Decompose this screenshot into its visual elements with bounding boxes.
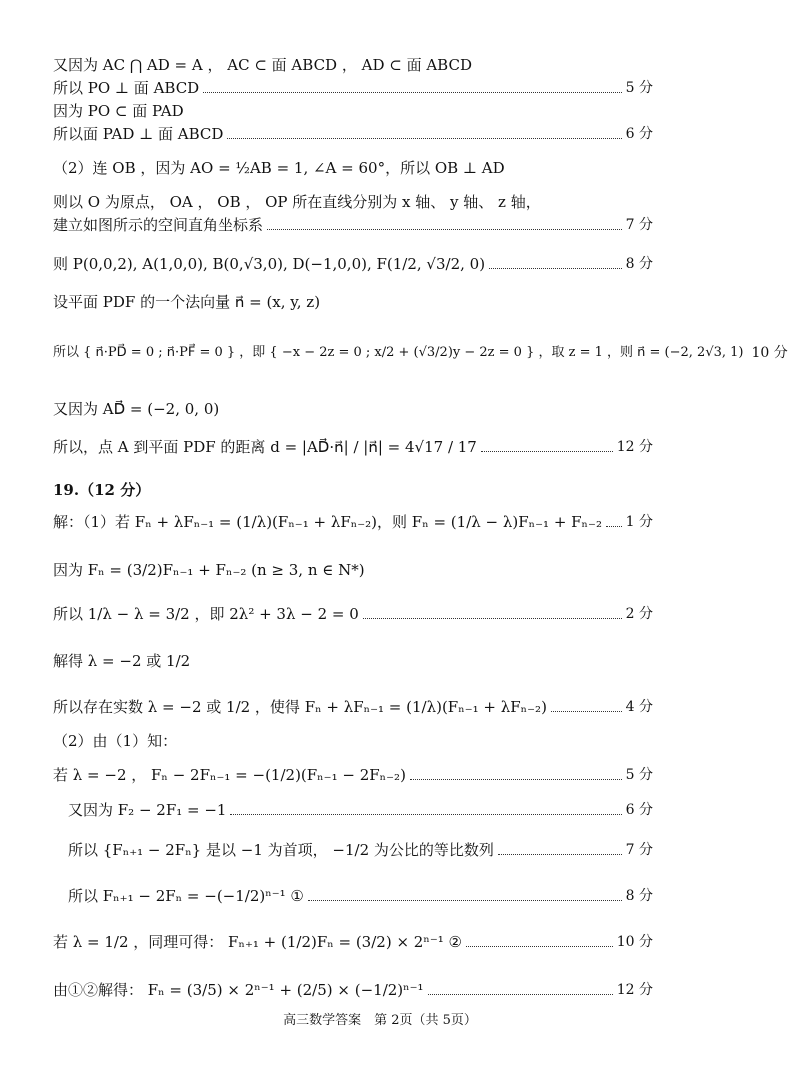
- solution-line: [53, 396, 653, 422]
- solution-line: [68, 883, 653, 909]
- line-text: 因为 PO ⊂ 面 PAD: [53, 102, 184, 120]
- solution-line: [53, 728, 653, 754]
- leader-dots: [203, 92, 621, 93]
- line-text: 所以 {Fₙ₊₁ − 2Fₙ} 是以 −1 为首项， −1/2 为公比的等比数列: [68, 841, 494, 859]
- line-text: 所以 PO ⊥ 面 ABCD: [53, 79, 200, 97]
- solution-line: [53, 509, 653, 535]
- line-text: 解：（1）若 Fₙ + λFₙ₋₁ = (1/λ)(Fₙ₋₁ + λFₙ₋₂)，则 Fₙ = (1/λ − λ)Fₙ₋₁ + Fₙ₋₂: [53, 513, 602, 531]
- solution-line: [53, 648, 653, 674]
- line-text: 所以面 PAD ⊥ 面 ABCD: [53, 125, 224, 143]
- solution-line: [68, 837, 653, 863]
- section-heading: [53, 477, 653, 503]
- line-text: 若 λ = 1/2 ，同理可得： Fₙ₊₁ + (1/2)Fₙ = (3/2) × 2ⁿ⁻¹ ②: [53, 933, 462, 951]
- line-text: 若 λ = −2 ， Fₙ − 2Fₙ₋₁ = −(1/2)(Fₙ₋₁ − 2Fₙ₋₂): [53, 766, 406, 784]
- line-text: 因为 Fₙ = (3/2)Fₙ₋₁ + Fₙ₋₂ (n ≥ 3, n ∈ N*): [53, 561, 365, 579]
- score-mark: 12 分: [616, 982, 653, 998]
- line-text: 又因为 AD⃗ = (−2, 0, 0): [53, 400, 220, 418]
- score-mark: 10 分: [616, 934, 653, 950]
- solution-line: [53, 289, 653, 315]
- page-footer: 高三数学答案 第 2页（共 5页）: [283, 1013, 477, 1028]
- score-mark: 5 分: [625, 767, 653, 783]
- solution-line: [53, 601, 653, 627]
- leader-dots: [551, 711, 622, 712]
- score-mark: 8 分: [625, 888, 653, 904]
- leader-dots: [498, 854, 622, 855]
- score-mark: 12 分: [616, 439, 653, 455]
- line-text: 建立如图所示的空间直角坐标系: [53, 216, 264, 234]
- score-mark: 10 分: [751, 345, 788, 361]
- solution-line: [53, 155, 653, 181]
- score-mark: 4 分: [625, 699, 653, 715]
- solution-line: [53, 434, 653, 460]
- solution-line: [53, 557, 653, 583]
- line-text: 由①②解得： Fₙ = (3/5) × 2ⁿ⁻¹ + (2/5) × (−1/2)ⁿ⁻¹: [53, 981, 424, 999]
- solution-line: [53, 762, 653, 788]
- leader-dots: [308, 900, 622, 901]
- line-text: 所以存在实数 λ = −2 或 1/2 ，使得 Fₙ + λFₙ₋₁ = (1/λ)(Fₙ₋₁ + λFₙ₋₂): [53, 698, 547, 716]
- leader-dots: [481, 451, 613, 452]
- line-text: 19.（12 分）: [53, 481, 151, 499]
- leader-dots: [363, 618, 622, 619]
- line-text: 所以 Fₙ₊₁ − 2Fₙ = −(−1/2)ⁿ⁻¹ ①: [68, 887, 304, 905]
- line-text: 则 P(0,0,2), A(1,0,0), B(0,√3,0), D(−1,0,0), F(1/2, √3/2, 0): [53, 255, 486, 273]
- line-text: 设平面 PDF 的一个法向量 n⃗ = (x, y, z): [53, 293, 321, 311]
- solution-line: [68, 797, 653, 823]
- leader-dots: [230, 814, 621, 815]
- score-mark: 5 分: [625, 80, 653, 96]
- leader-dots: [227, 138, 621, 139]
- score-mark: 7 分: [625, 842, 653, 858]
- score-mark: 6 分: [625, 802, 653, 818]
- line-text: （2）连 OB ，因为 AO = ½AB = 1, ∠A = 60°，所以 OB ⊥ AD: [53, 159, 505, 177]
- score-mark: 1 分: [625, 514, 653, 530]
- line-text: 又因为 AC ⋂ AD = A ， AC ⊂ 面 ABCD ， AD ⊂ 面 ABCD: [53, 56, 472, 74]
- solution-line: [53, 121, 653, 147]
- solution-line: [53, 212, 653, 238]
- line-text: 所以 1/λ − λ = 3/2 ，即 2λ² + 3λ − 2 = 0: [53, 605, 359, 623]
- line-text: 又因为 F₂ − 2F₁ = −1: [68, 801, 227, 819]
- solution-line: [53, 929, 653, 955]
- line-text: 所以，点 A 到平面 PDF 的距离 d = |AD⃗·n⃗| / |n⃗| = 4√17 / 17: [53, 438, 477, 456]
- line-text: 解得 λ = −2 或 1/2: [53, 652, 191, 670]
- leader-dots: [410, 779, 622, 780]
- leader-dots: [489, 268, 622, 269]
- solution-line: [53, 694, 653, 720]
- score-mark: 2 分: [625, 606, 653, 622]
- line-text: 则以 O 为原点， OA ， OB ， OP 所在直线分别为 x 轴、 y 轴、 z 轴，: [53, 193, 541, 211]
- line-text: （2）由（1）知：: [53, 732, 178, 750]
- leader-dots: [428, 994, 613, 995]
- solution-line: [53, 251, 653, 277]
- solution-line: [53, 340, 788, 366]
- score-mark: 6 分: [625, 126, 653, 142]
- line-text: 所以 { n⃗·PD⃗ = 0 ; n⃗·PF⃗ = 0 } ，即 { −x − 2z = 0 ; x/2 + (√3/2)y − 2z = 0 } ，取 z = 1 ，则 n⃗ = (−2, 2√3, 1): [53, 345, 744, 360]
- leader-dots: [606, 526, 622, 527]
- leader-dots: [267, 229, 622, 230]
- score-mark: 8 分: [625, 256, 653, 272]
- score-mark: 7 分: [625, 217, 653, 233]
- solution-line: [53, 977, 653, 1003]
- leader-dots: [466, 946, 613, 947]
